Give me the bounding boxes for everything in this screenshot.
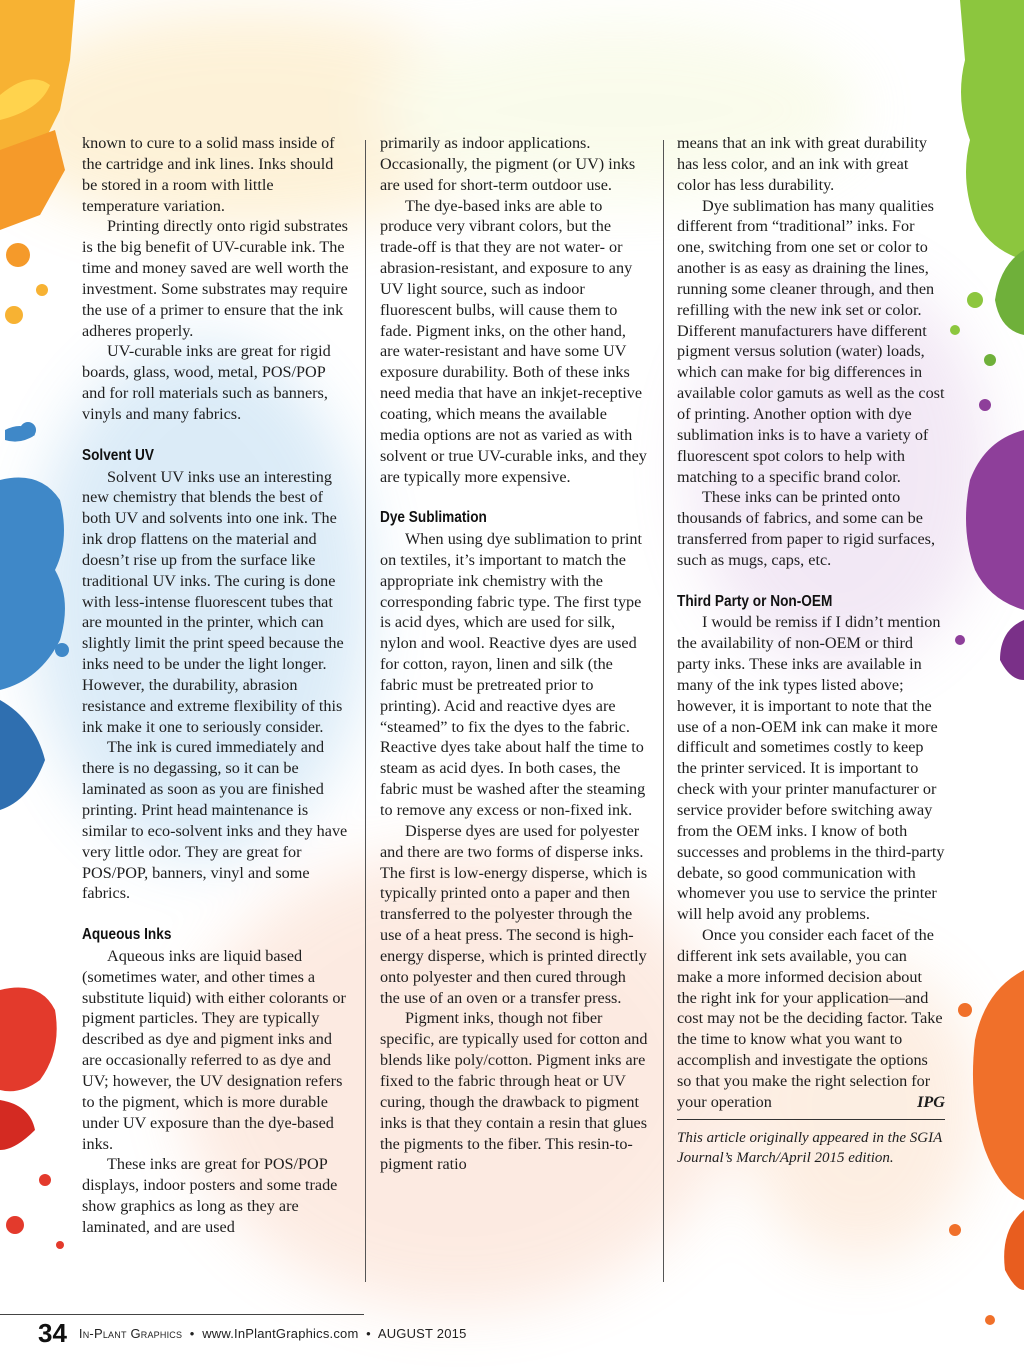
signoff-divider [677, 1119, 945, 1120]
section-heading-dye-sublimation: Dye Sublimation [380, 509, 487, 527]
paragraph-text: Once you consider each facet of the different ink sets available, you can make a more informed decision about the right ink for your application—and cost may not be the deciding factor. Take the time to know what you want to accomplish and investigate the options so that you make the right selection for your operation [677, 926, 943, 1111]
paragraph: The dye-based inks are able to produce very vibrant colors, but the trade-off is that they are not water- or abrasion-resistant, and exposure to any UV light source, such as indoor fluorescent bulbs, will cause them to fade. Pigment inks, on the other hand, are water-resistant and have some UV exposure durability. Both of these inks need media that have an inkjet-receptive coating, which means the available media options are not as varied as with solvent or true UV-curable inks, and they are typically more expensive. [380, 196, 647, 486]
paragraph: Solvent UV inks use an interesting new chemistry that blends the best of both UV and solvents into one ink. The ink drop flattens on the material and doesn’t rise up from the surface like traditional UV inks. The curing is done with less-intense fluorescent tubes that are mounted in the printer, which can slightly limit the print speed because the inks need to be under the light longer. However, the durability, abrasion resistance and extreme flexibility of this ink make it one to seriously consider. [82, 467, 344, 736]
column-1 [82, 133, 352, 1283]
paragraph: means that an ink with great durability has less color, and an ink with great color has less durability. [677, 134, 927, 194]
section-heading-aqueous-inks: Aqueous Inks [82, 926, 172, 944]
column-3 [677, 133, 945, 1283]
paragraph: Aqueous inks are liquid based (sometimes water, and other times a substitute liquid) with either colorants or pigment particles. They are typically described as dye and pigment inks and are occasionally referred to as dye and UV; however, the UV designation refers to the pigment, which is more durable under UV exposure than the dye-based inks. [82, 946, 346, 1153]
paragraph: UV-curable inks are great for rigid boards, glass, wood, metal, POS/POP and for roll materials such as banners, vinyls and many fabrics. [82, 342, 331, 423]
paragraph: Dye sublimation has many qualities different from “traditional” inks. For one, switching from one set or color to another is as easy as draining the lines, running some cleaner through, and then refilling with the new ink set or color. Different manufacturers have different pigment versus solution (water) loads, which can make for big differences in available color gamuts as well as the cost of printing. Another option with dye sublimation inks is to have a variety of fluorescent spot colors to help with matching to a specific brand color. [677, 196, 945, 486]
website-link[interactable]: www.InPlantGraphics.com [202, 1325, 359, 1341]
section-heading-solvent-uv: Solvent UV [82, 446, 155, 464]
issue-date: AUGUST 2015 [377, 1325, 467, 1341]
paragraph: Printing directly onto rigid substrates is the big benefit of UV-curable ink. The time and money saved are well worth the investment. Some substrates may require the use of a primer to ensure that the ink adheres properly. [82, 217, 349, 340]
page-number: 34 [38, 1317, 67, 1348]
footer-info [79, 1326, 467, 1341]
closing-paragraph [677, 925, 945, 1113]
paragraph: primarily as indoor applications. Occasionally, the pigment (or UV) inks are used for short-term outdoor use. [380, 134, 636, 194]
footer-divider [0, 1314, 364, 1315]
paragraph: Disperse dyes are used for polyester and there are two forms of disperse inks. The first is low-energy disperse, which is typically printed onto a paper and then transferred to the polyester through the use of a heat press. The second is high-energy disperse, which is printed directly onto polyester and then cured through the use of an oven or a transfer press. [380, 821, 648, 1007]
paragraph: Pigment inks, though not fiber specific, are typically used for cotton and blends like poly/cotton. Pigment inks are fixed to the fabric through heat or UV curing, though the drawback to pigment inks is that they contain a resin that glues the pigments to the fiber. This resin-to-pigment ratio [380, 1009, 648, 1174]
section-heading-third-party: Third Party or Non-OEM [677, 592, 833, 610]
paragraph: When using dye sublimation to print on textiles, it’s important to match the appropriate ink chemistry with the corresponding fabric type. The first type is acid dyes, which are used for silk, nylon and wool. Reactive dyes are used for cotton, rayon, linen and silk (the fabric must be pretreated prior to printing). Acid and reactive dyes are “steamed” to fix the dyes to the fabric. Reactive dyes take about half the time to steam as acid dyes. In both cases, the fabric must be washed after the steaming to remove any excess or non-fixed ink. [380, 530, 646, 819]
paragraph: I would be remiss if I didn’t mention the availability of non-OEM or third party inks. These inks are available in many of the ink types listed above; however, it is important to note that the use of a non-OEM ink can make it more difficult and sometimes costly to keep the printer serviced. It is important to check with your printer manufacturer or service provider before switching away from the OEM inks. I know of both successes and problems in the third-party debate, so good communication with whomever you use to service the printer will help avoid any problems. [677, 613, 945, 924]
footer-bullet: • [366, 1325, 371, 1341]
signoff-logo-text: IPG [917, 1092, 945, 1111]
footer-bullet: • [189, 1325, 195, 1341]
paragraph: known to cure to a solid mass inside of the cartridge and ink lines. Inks should be stored in a room with little temperature variation. [82, 134, 335, 215]
column-2 [380, 133, 648, 1283]
paragraph: The ink is cured immediately and there is no degassing, so it can be laminated as soon as you are finished printing. Print head maintenance is similar to eco-solvent inks and they have very little odor. They are great for POS/POP, banners, vinyl and some fabrics. [82, 738, 348, 903]
article-credit: This article originally appeared in the SGIA Journal’s March/April 2015 edition. [677, 1129, 942, 1166]
article-body [0, 133, 1024, 1283]
paragraph: These inks can be printed onto thousands of fabrics, and some can be transferred from paper to rigid surfaces, such as mugs, caps, etc. [677, 488, 935, 569]
publication-name: In-Plant Graphics [78, 1325, 183, 1341]
page-footer [38, 1316, 467, 1350]
paragraph: These inks are great for POS/POP displays, indoor posters and some trade show graphics as long as they are laminated, and are used [82, 1155, 338, 1236]
